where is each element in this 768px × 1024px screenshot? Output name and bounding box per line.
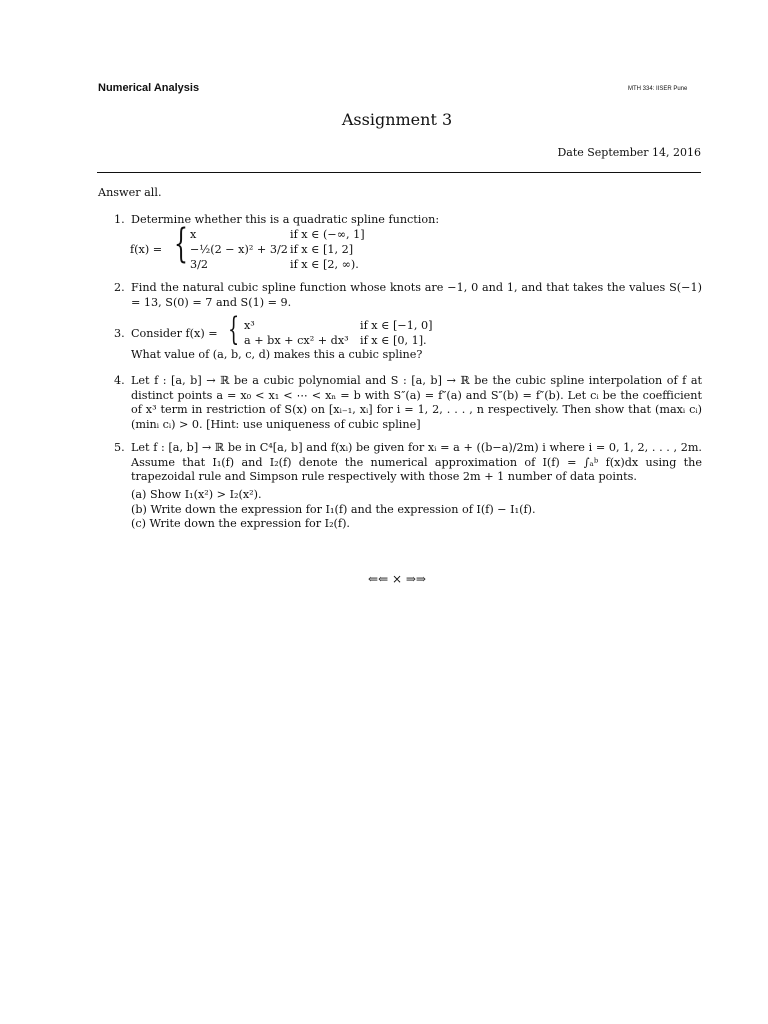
- instructions: Answer all.: [98, 186, 162, 199]
- question-1-number: 1.: [114, 213, 125, 226]
- q3-case-1-expr: x³: [244, 319, 255, 332]
- q1-case-2-expr: −½(2 − x)² + 3/2: [190, 243, 288, 256]
- header-rule: [97, 172, 701, 173]
- q1-case-1-cond: if x ∈ (−∞, 1]: [290, 228, 365, 241]
- q1-brace: {: [174, 221, 188, 267]
- page-navigation[interactable]: ⇐⇐ × ⇒⇒: [368, 572, 426, 586]
- q3-case-2-expr: a + bx + cx² + dx³: [244, 334, 349, 347]
- q1-case-2-cond: if x ∈ [1, 2]: [290, 243, 354, 256]
- question-4-text: Let f : [a, b] → ℝ be a cubic polynomial and S : [a, b] → ℝ be the cubic spline interpolation of f at distinct points a = x₀ < x₁ < ⋯ < xₙ = b with S″(a) = f″(a) and S″(b) = f″(b). Let cᵢ be the coefficient of x³ term in restriction of S(x) on [xᵢ₋₁, xᵢ] for i = 1, 2, . . . , n respectively. Then show that (maxᵢ cᵢ)(minᵢ cᵢ) > 0. [Hint: use uniqueness of cubic spline]: [131, 374, 702, 431]
- question-5-part-b: (b) Write down the expression for I₁(f) and the expression of I(f) − I₁(f).: [131, 503, 536, 516]
- question-2-number: 2.: [114, 281, 125, 294]
- q3-brace: {: [228, 310, 240, 348]
- question-2-text: Find the natural cubic spline function whose knots are −1, 0 and 1, and that takes the values S(−1) = 13, S(0) = 7 and S(1) = 9.: [131, 281, 702, 309]
- question-5-part-c: (c) Write down the expression for I₂(f).: [131, 517, 350, 530]
- question-3-number: 3.: [114, 327, 125, 340]
- q1-case-3-expr: 3/2: [190, 258, 209, 271]
- institution-label: MTH 334: IISER Pune: [628, 86, 688, 92]
- question-5-part-a: (a) Show I₁(x²) > I₂(x²).: [131, 488, 262, 501]
- question-4-number: 4.: [114, 374, 125, 387]
- q1-lhs: f(x) =: [130, 243, 163, 256]
- q3-lead: Consider f(x) =: [131, 327, 218, 340]
- assignment-title: Assignment 3: [341, 110, 453, 129]
- question-1-text: Determine whether this is a quadratic spline function:: [131, 213, 440, 226]
- q1-case-3-cond: if x ∈ [2, ∞).: [290, 258, 359, 271]
- q3-case-1-cond: if x ∈ [−1, 0]: [360, 319, 433, 332]
- q3-case-2-cond: if x ∈ [0, 1].: [360, 334, 427, 347]
- question-5-text: Let f : [a, b] → ℝ be in C⁴[a, b] and f(xᵢ) be given for xᵢ = a + ((b−a)/2m) i where i = 0, 1, 2, . . . , 2m. Assume that I₁(f) and I₂(f) denote the numerical approximation of I(f) = ∫ₐᵇ f(x)dx using the trapezoidal rule and Simpson rule respectively with those 2m + 1 number of data points.: [131, 441, 702, 483]
- question-3-text: What value of (a, b, c, d) makes this a cubic spline?: [131, 348, 423, 361]
- q1-case-1-expr: x: [190, 228, 197, 241]
- question-5-number: 5.: [114, 441, 125, 454]
- course-title: Numerical Analysis: [98, 82, 200, 94]
- assignment-date: Date September 14, 2016: [557, 146, 701, 159]
